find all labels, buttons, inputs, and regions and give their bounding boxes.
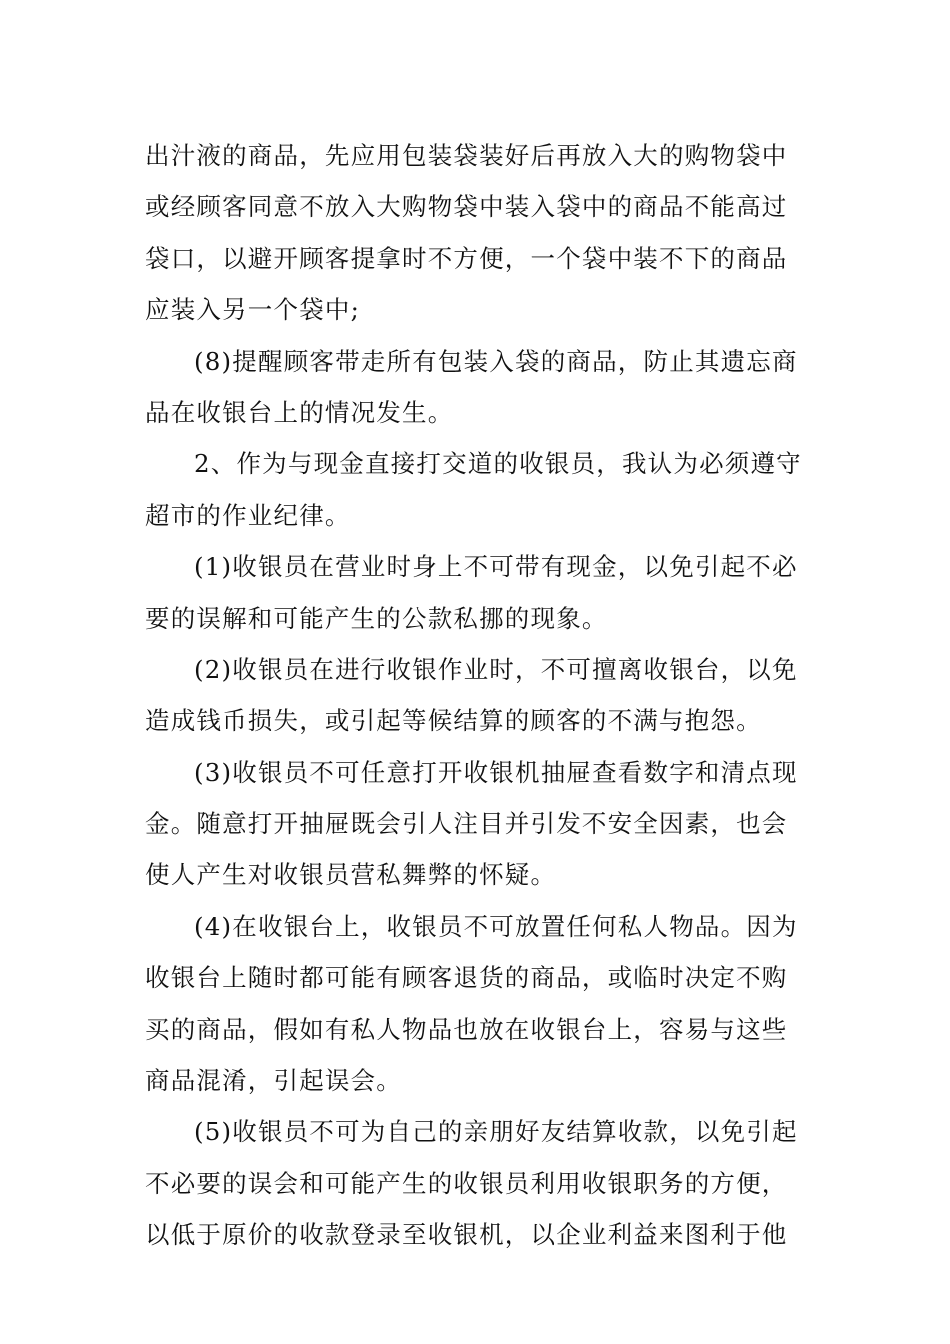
text-line: 不必要的误会和可能产生的收银员利用收银职务的方便，	[145, 1168, 788, 1198]
text-line: 金。随意打开抽屉既会引人注目并引发不安全因素，也会	[145, 809, 788, 839]
text-line: (3)收银员不可任意打开收银机抽屉查看数字和清点现	[194, 757, 798, 787]
text-line: (2)收银员在进行收银作业时，不可擅离收银台，以免	[194, 654, 798, 684]
text-line: (4)在收银台上，收银员不可放置任何私人物品。因为	[194, 911, 798, 941]
text-line: 或经顾客同意不放入大购物袋中装入袋中的商品不能高过	[145, 192, 788, 222]
text-line: 收银台上随时都可能有顾客退货的商品，或临时决定不购	[145, 963, 788, 993]
text-line: 商品混淆，引起误会。	[145, 1066, 402, 1096]
text-line: 出汁液的商品，先应用包装袋装好后再放入大的购物袋中	[145, 141, 788, 170]
text-line: 超市的作业纪律。	[145, 500, 351, 530]
text-line: 袋口，以避开顾客提拿时不方便，一个袋中装不下的商品	[145, 243, 788, 273]
text-line: 品在收银台上的情况发生。	[145, 397, 454, 427]
text-line: 要的误解和可能产生的公款私挪的现象。	[145, 603, 608, 633]
text-line: 以低于原价的收款登录至收银机，以企业利益来图利于他	[145, 1220, 788, 1250]
text-line: 买的商品，假如有私人物品也放在收银台上，容易与这些	[145, 1014, 788, 1044]
text-line: 2、作为与现金直接打交道的收银员，我认为必须遵守	[194, 449, 802, 479]
text-line: (5)收银员不可为自己的亲朋好友结算收款，以免引起	[194, 1117, 798, 1147]
text-line: 使人产生对收银员营私舞弊的怀疑。	[145, 860, 557, 890]
text-line: 造成钱币损失，或引起等候结算的顾客的不满与抱怨。	[145, 706, 762, 736]
text-line: (1)收银员在营业时身上不可带有现金，以免引起不必	[194, 552, 798, 582]
text-line: (8)提醒顾客带走所有包装入袋的商品，防止其遗忘商	[194, 346, 798, 376]
document-body	[145, 130, 805, 1261]
text-line: 应装入另一个袋中;	[145, 295, 361, 325]
